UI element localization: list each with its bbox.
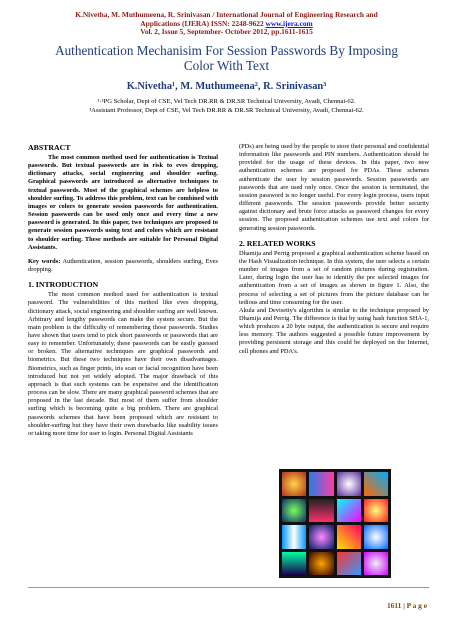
journal-header-line1: K.Nivetha, M. Muthumeena, R. Srinivasan / International Journal of Engineering Research and [75, 10, 378, 19]
journal-header-line3: Vol. 2, Issue 5, September- October 2012, pp.1611-1615 [140, 27, 313, 37]
keywords-label: Key words: [28, 257, 61, 265]
keywords [28, 258, 218, 274]
paper-title: Authentication Mechanisim For Session Passwords By Imposing Color With Text [55, 43, 398, 73]
intro-continuation: (PDs) are being used by the people to store their personal and confidential information like passwords and PIN numbers. Authentication should be provided for the usage of these devices. In this paper, two new authentication schemes are proposed for PDAs. These schemes authenticate the user by session passwords. Session passwords are passwords that are used only once. Once the session is terminated, the session password is no longer useful. For every login process, users input different passwords. The session passwords provide better security against dictionary and brute force attacks as password changes for every session. The proposed authentication schemes use text and colors for generating session passwords. [239, 143, 429, 232]
figure-hash-visualization-grid [279, 469, 391, 578]
figure-image-tile [364, 499, 388, 523]
affiliation-1: ¹·²PG Scholar, Dept of CSE, Vel Tech DR.RR & DR.SR Technical University, Avadi, Chennai-62. [97, 98, 356, 105]
figure-image-tile [364, 552, 388, 576]
figure-image-tile [282, 499, 306, 523]
figure-image-tile [282, 472, 306, 496]
journal-header [0, 11, 453, 37]
intro-paragraph: The most common method used for authentication is textual password. The vulnerabilities of this method like eves dropping, dictionary attack, social engineering and shoulder surfing are well known. Arbitrary and lengthy passwords can make the system secure. But the main problem is the difficulty of remembering those passwords. Studies have shown that users tend to pick short passwords or passwords that are easy to remember. Unfortunately, these passwords can be easily guessed or broken. The alternative techniques are graphical passwords and biometrics. But these two techniques have their own disadvantages. Biometrics, such as finger prints, iris scan or facial recognition have been introduced but not yet widely adopted. The major drawback of this approach is that such systems can be expensive and the identification process can be slow. There are many graphical password schemes that are proposed in the last decade. But most of them suffer from shoulder surfing which is becoming quite a big problem. There are graphical passwords schemes that have been proposed which are resistant to shoulder-surfing but they have their own drawbacks like usability issues or taking more time for user to login. Personal Digital Assistants [28, 291, 218, 437]
figure-image-tile [337, 499, 361, 523]
figure-image-tile [337, 472, 361, 496]
related-heading: 2. RELATED WORKS [239, 238, 316, 248]
footer-rule [28, 587, 429, 588]
journal-issn: Applications (IJERA) ISSN: 2248-9622 [140, 18, 266, 28]
related-paragraph-2: Akula and Devisetty's algorithm is similar to the technique proposed by Dhamija and Perrig. The difference is that by using hash function SHA-1, which produces a 20 byte output, the authentication is secure and require less memory. The authors suggested a possible future improvement by providing persistent storage and this could be deployed on the Internet, cell phones and PDA's. [239, 306, 429, 355]
figure-image-tile [309, 552, 333, 576]
intro-heading: 1. INTRODUCTION [28, 280, 99, 290]
abstract-heading: ABSTRACT [28, 143, 71, 152]
figure-image-tile [282, 552, 306, 576]
figure-image-tile [364, 472, 388, 496]
figure-image-tile [309, 499, 333, 523]
figure-image-tile [309, 525, 333, 549]
figure-image-tile [309, 472, 333, 496]
left-column [28, 143, 218, 438]
figure-image-tile [337, 552, 361, 576]
figure-image-tile [282, 525, 306, 549]
paper-authors: K.Nivetha¹, M. Muthumeena², R. Srinivasan³ [126, 81, 327, 92]
journal-link[interactable]: www.ijera.com [265, 18, 313, 28]
related-paragraph-1: Dhamija and Perrig proposed a graphical authentication scheme based on the Hash Visualization technique. In this system, the user selects a certain number of images from a set of random pictures during registration. Later, during login the user has to identify the pre selected images for authentication from a set of images as shown in figure 1. Also, the process of selecting a set of pictures from the picture database can be tedious and time consuming for the user. [239, 249, 429, 306]
keywords-text: Authentication, session passwords, shoulders surfing, Eves dropping. [28, 257, 218, 274]
affiliation-2: ³Assistant Professor, Dept of CSE, Vel Tech DR.RR & DR.SR Technical University, Avadi, Chennai-62. [89, 107, 364, 114]
figure-image-tile [364, 525, 388, 549]
figure-image-tile [337, 525, 361, 549]
page-number: 1611 | P a g e [386, 601, 427, 610]
abstract-text: The most common method used for authentication is Textual passwords. But textual passwords are in risk to eves dropping, dictionary attacks, social engineering and shoulder surfing. Graphical passwords are introduced as alternative techniques to textual passwords. Most of the graphical schemes are helpless to shoulder surfing. To address this problem, text can be combined with images or colors to generate session passwords for authentication. Session passwords can be used only once and every time a new password is generated. In this paper, two techniques are proposed to generate session passwords using text and colors which are resistant to shoulder surfing. These methods are suitable for Personal Digital Assistants. [28, 154, 218, 251]
right-column [239, 143, 429, 356]
